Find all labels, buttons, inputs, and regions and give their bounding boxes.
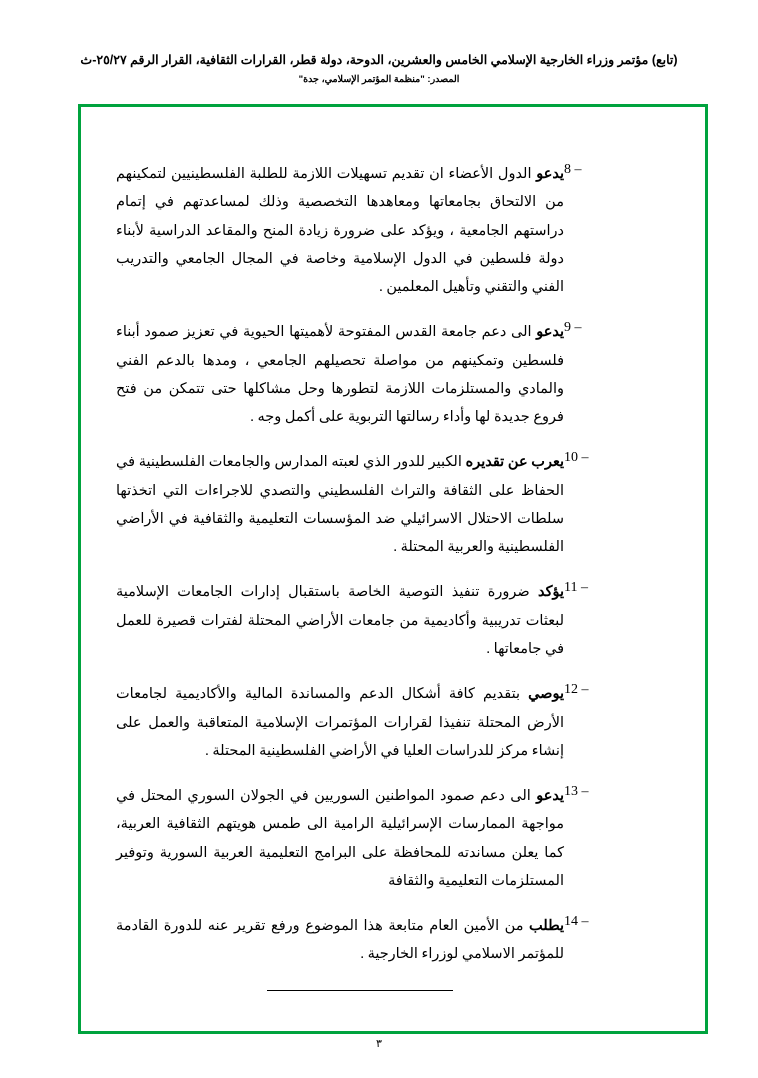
list-item-number: 8 – — [564, 162, 582, 177]
list-item-number: 12 – — [564, 682, 589, 698]
list-item-lead: يدعو — [536, 788, 564, 805]
list-item — [112, 912, 608, 969]
list-item — [112, 782, 608, 895]
horizontal-divider — [112, 990, 608, 991]
list-item-body — [112, 782, 564, 895]
resolution-clause-list — [112, 160, 608, 986]
list-item — [112, 578, 608, 663]
list-item — [112, 318, 608, 431]
list-item-lead: يؤكد — [537, 584, 564, 601]
list-item-body — [112, 680, 564, 765]
list-item-lead: يدعو — [536, 324, 564, 341]
list-item-number: 14 – — [564, 914, 589, 930]
list-item-lead: يدعو — [536, 166, 564, 182]
list-item — [112, 680, 608, 765]
list-item-text: بتقديم كافة أشكال الدعم والمساندة المالية والأكاديمية لجامعات الأرض المحتلة تنفيذا لقرارات المؤتمرات الإسلامية المتعاقبة والعمل على إنشاء مركز للدراسات العليا في الأراضي الفلسطينية المحتلة . — [116, 686, 564, 759]
list-item-body — [112, 160, 564, 301]
list-item-lead: يعرب عن تقديره — [465, 454, 564, 471]
list-item-text: الى دعم صمود المواطنين السوريين في الجولان السوري المحتل في مواجهة الممارسات الإسرائيلية الرامية الى طمس هويتهم الثقافية العربية، كما يعلن مساندته للمحافظة على البرامج التعليمية العربية السورية وتوفير المستلزمات التعليمية والثقافة — [116, 788, 564, 889]
header-title: (تابع) مؤتمر وزراء الخارجية الإسلامي الخامس والعشرين، الدوحة، دولة قطر، القرارات الثقافية، القرار الرقم ٢٥/٢٧-ث — [80, 53, 678, 67]
list-item-text: الدول الأعضاء ان تقديم تسهيلات اللازمة للطلبة الفلسطينيين لتمكينهم من الالتحاق بجامعاتها ومعاهدها التخصصية وذلك لمساعدتهم في إتمام دراستهم الجامعية ، ويؤكد على ضرورة زيادة المنح والمقاعد الدراسية لأبناء دولة فلسطين في الدول الإسلامية وخاصة في المجال الجامعي والتدريب الفني والتقني وتأهيل المعلمين . — [116, 166, 564, 296]
list-item-number: 10 – — [564, 450, 589, 466]
list-item-text: الى دعم جامعة القدس المفتوحة لأهميتها الحيوية في تعزيز صمود أبناء فلسطين وتمكينهم من مواصلة تحصيلهم الجامعي ، ومدها بالدعم الفني والمادي والمستلزمات اللازمة لتطورها وحل مشاكلها حتى تتمكن من فتح فروع جديدة لها وأداء رسالتها التربوية على أكمل وجه . — [116, 324, 564, 426]
page-header — [0, 52, 758, 85]
list-item-text: من الأمين العام متابعة هذا الموضوع ورفع تقرير عنه للدورة القادمة للمؤتمر الاسلامي لوزراء الخارجية . — [116, 918, 564, 963]
list-item-body — [112, 912, 564, 969]
list-item-number: 13 – — [564, 784, 589, 800]
header-source: المصدر: "منظمة المؤتمر الإسلامي، جدة" — [298, 74, 460, 85]
list-item-lead: يطلب — [529, 918, 564, 935]
list-item-text: ضرورة تنفيذ التوصية الخاصة باستقبال إدارات الجامعات الإسلامية لبعثات تدريبية وأكاديمية من جامعات الأراضي المحتلة لفترات قصيرة للعمل في جامعاتها . — [116, 584, 564, 657]
list-item-lead: يوصي — [528, 686, 564, 703]
list-item-body — [112, 318, 564, 431]
list-item-body — [112, 578, 564, 663]
list-item-body — [112, 448, 564, 561]
list-item-text: الكبير للدور الذي لعبته المدارس والجامعات الفلسطينية في الحفاظ على الثقافة والتراث الفلسطيني والتصدي للاجراءات التي اتخذتها سلطات الاحتلال الاسرائيلي ضد المؤسسات التعليمية والثقافية في الأراضي الفلسطينية والعربية المحتلة . — [116, 454, 564, 556]
list-item — [112, 448, 608, 561]
list-item-number: 11 – — [564, 580, 588, 596]
list-item-number: 9 – — [564, 320, 582, 336]
page-number: ٣ — [376, 1038, 382, 1050]
list-item — [112, 160, 608, 301]
